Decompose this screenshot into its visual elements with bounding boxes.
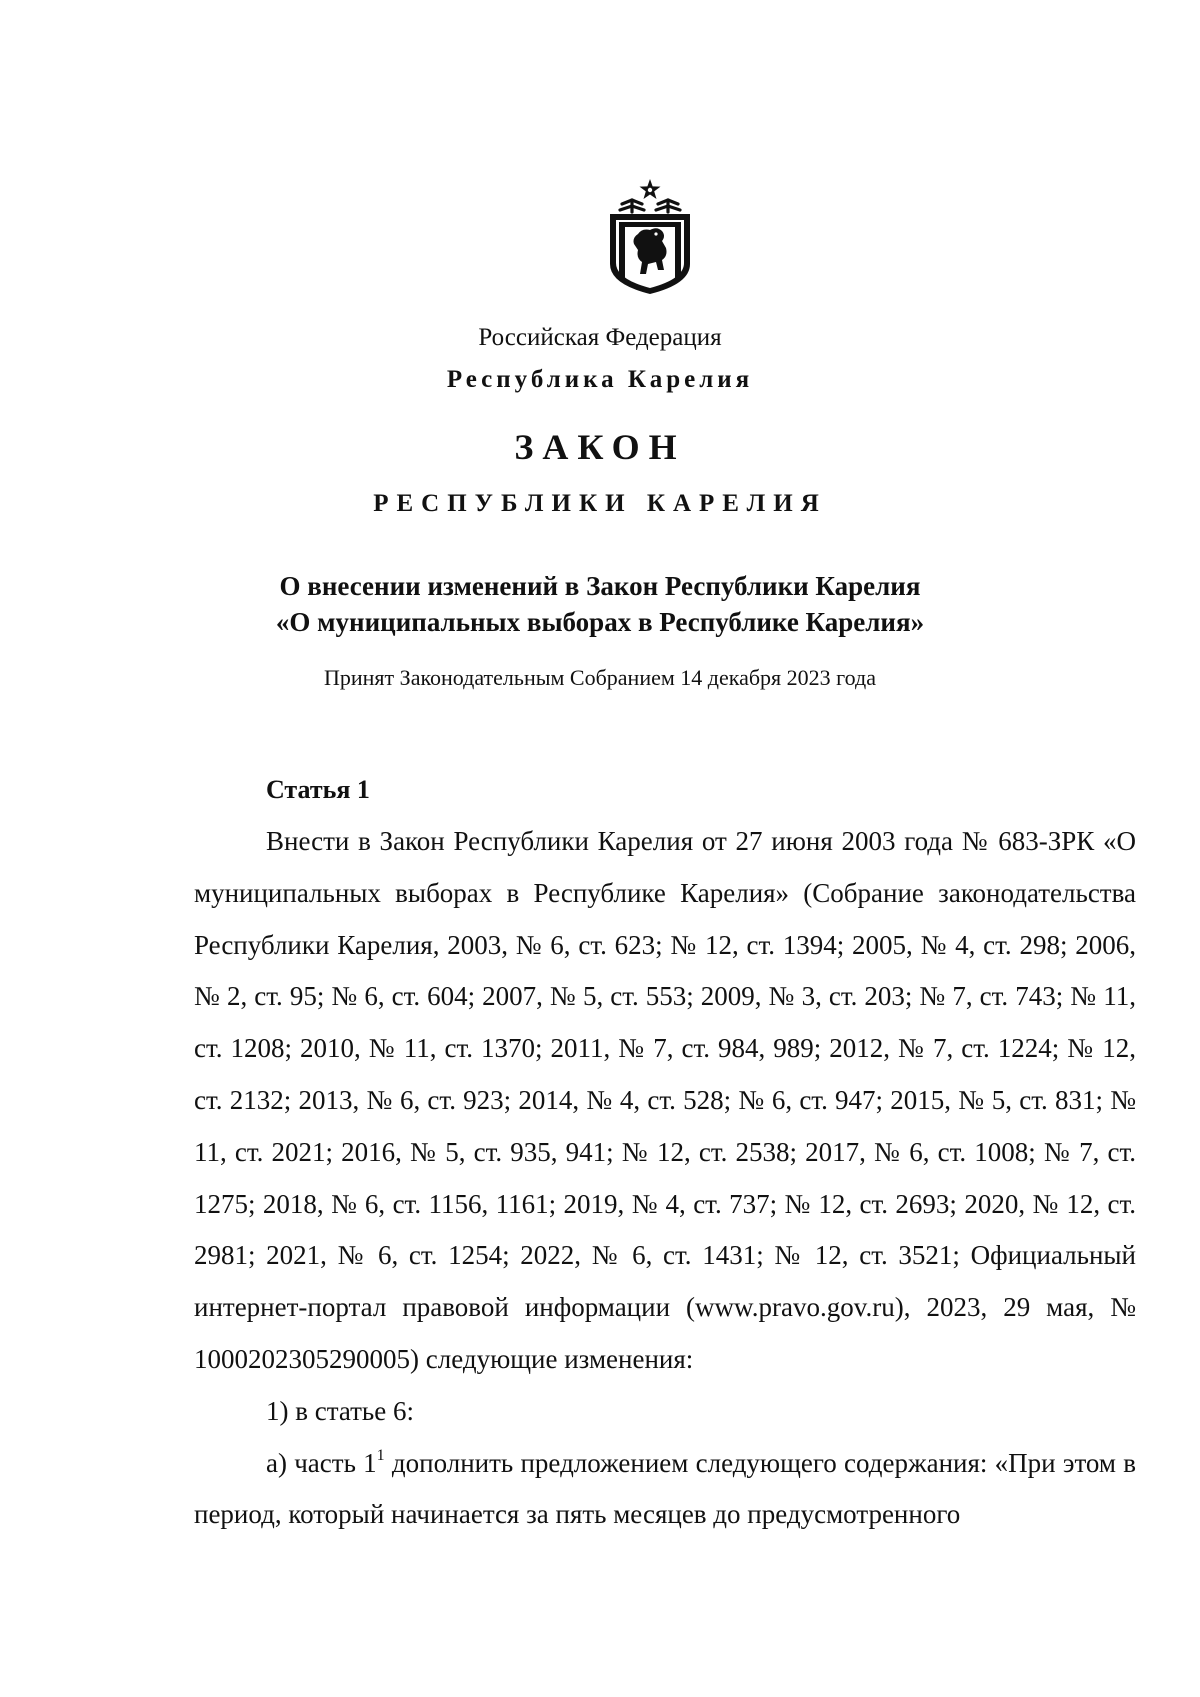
adoption-note: Принят Законодательным Собранием 14 декабря 2023 года bbox=[324, 665, 876, 690]
document-title bbox=[0, 568, 1200, 640]
country-name: Российская Федерация bbox=[478, 324, 722, 351]
article-item-1: 1) в статье 6: bbox=[266, 1395, 414, 1426]
republic-name: Республика Карелия bbox=[446, 366, 754, 393]
document-title-line-1: О внесении изменений в Закон Республики Карелия bbox=[279, 571, 921, 601]
article-item-a-prefix: а) часть 1 bbox=[266, 1447, 377, 1478]
article-item-a-text: дополнить предложением следующего содержания: «При этом в период, который начинается за пять месяцев до предусмотренного bbox=[194, 1447, 1136, 1530]
article-item-a bbox=[194, 1438, 1136, 1542]
article-intro-paragraph: Внести в Закон Республики Карелия от 27 июня 2003 года № 683-ЗРК «О муниципальных выборах в Республике Карелия» (Собрание законодательства Республики Карелия, 2003, № 6, ст. 623; № 12, ст. 1394; 2005, № 4, ст. 298; 2006, № 2, ст. 95; № 6, ст. 604; 2007, № 5, ст. 553; 2009, № 3, ст. 203; № 7, ст. 743; № 11, ст. 1208; 2010, № 11, ст. 1370; 2011, № 7, ст. 984, 989; 2012, № 7, ст. 1224; № 12, ст. 2132; 2013, № 6, ст. 923; 2014, № 4, ст. 528; № 6, ст. 947; 2015, № 5, ст. 831; № 11, ст. 2021; 2016, № 5, ст. 935, 941; № 12, ст. 2538; 2017, № 6, ст. 1008; № 7, ст. 1275; 2018, № 6, ст. 1156, 1161; 2019, № 4, ст. 737; № 12, ст. 2693; 2020, № 12, ст. 2981; 2021, № 6, ст. 1254; 2022, № 6, ст. 1431; № 12, ст. 3521; Официальный интернет-портал правовой информации (www.pravo.gov.ru), 2023, 29 мая, № 1000202305290005) следующие изменения: bbox=[194, 826, 1136, 1374]
article-body bbox=[194, 816, 1136, 1541]
article-item-a-superscript: 1 bbox=[376, 1446, 385, 1464]
law-subtitle: РЕСПУБЛИКИ КАРЕЛИЯ bbox=[373, 490, 827, 517]
karelia-coat-of-arms-icon bbox=[602, 178, 698, 296]
document-title-line-2: «О муниципальных выборах в Республике Карелия» bbox=[275, 607, 925, 637]
article-heading: Статья 1 bbox=[266, 775, 370, 804]
law-title: ЗАКОН bbox=[514, 427, 686, 467]
